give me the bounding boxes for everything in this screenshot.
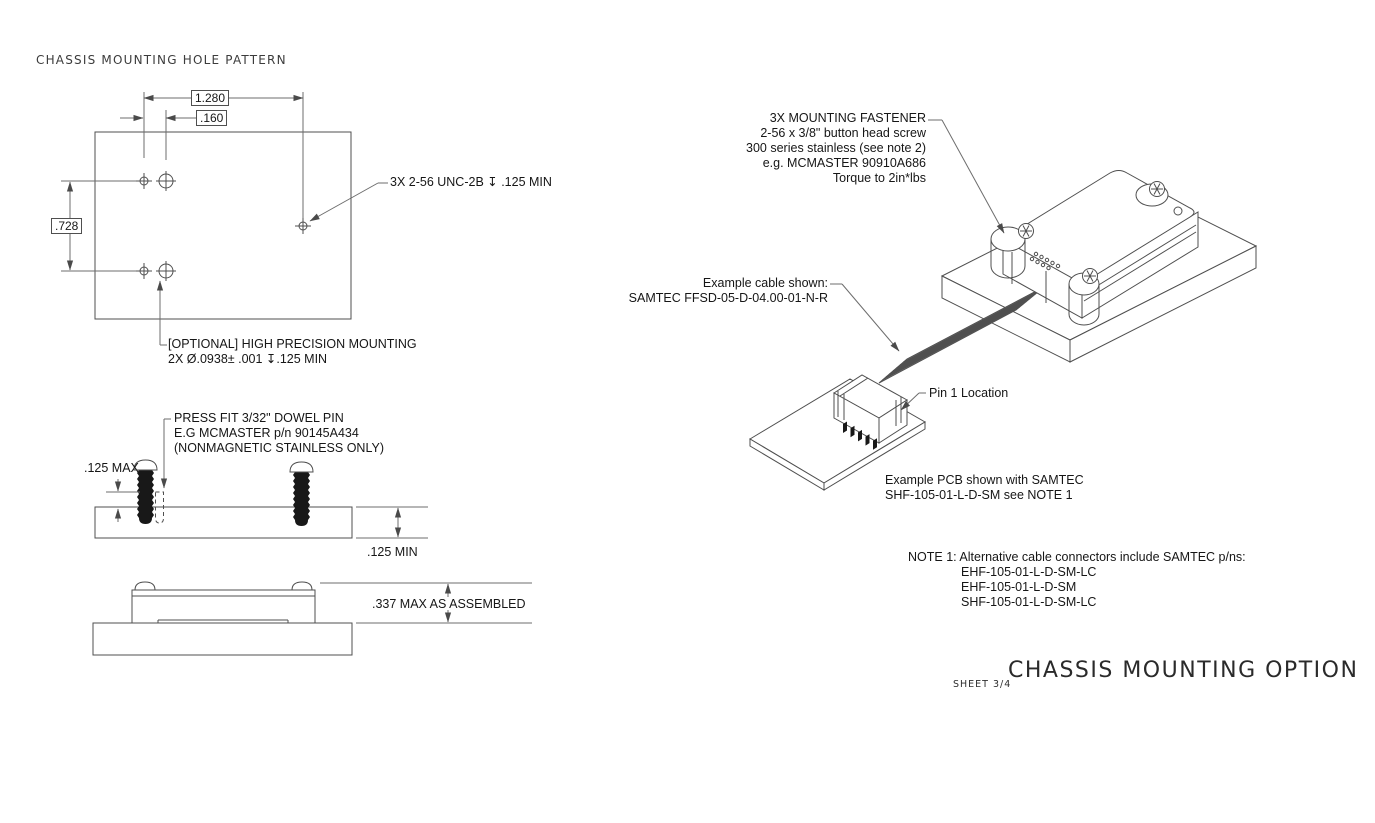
assembled-height-label: .337 MAX AS ASSEMBLED: [372, 597, 526, 611]
chassis-plate-section: [95, 507, 352, 538]
tapped-callout-leader: [310, 183, 388, 221]
cable-callout-leader: [830, 284, 899, 351]
note1-intro: NOTE 1: Alternative cable connectors include SAMTEC p/ns:: [908, 550, 1246, 564]
protrusion-dim-label: .125 MAX: [84, 461, 139, 475]
hole-pattern-view: [61, 92, 388, 345]
fastener-callout: [746, 111, 926, 186]
mounting-screw-head-front: [1083, 269, 1098, 284]
screw-dome-right: [292, 582, 312, 590]
protrusion-dimension: [106, 479, 140, 522]
assembled-view: [93, 582, 532, 655]
thickness-dim-label: .125 MIN: [367, 545, 418, 559]
screw-dome-left: [135, 582, 155, 590]
note1-part: EHF-105-01-L-D-SM-LC: [961, 565, 1097, 579]
optional-callout: [168, 337, 417, 367]
pin1-label: Pin 1 Location: [929, 386, 1009, 400]
cable-callout: [629, 276, 828, 306]
fastener-callout-line5: Torque to 2in*lbs: [832, 171, 926, 185]
pcb-note-line2: SHF-105-01-L-D-SM see NOTE 1: [885, 488, 1073, 502]
sheet-number: SHEET 3/4: [953, 679, 1012, 690]
chassis-plate-outline: [95, 132, 351, 319]
pcb-note-line1: Example PCB shown with SAMTEC: [885, 473, 1084, 487]
pcb-note: [885, 473, 1084, 503]
dowel-callout-leader: [164, 419, 171, 488]
tapped-callout: 3X 2-56 UNC-2B ↧ .125 MIN: [390, 175, 552, 189]
cable-callout-line2: SAMTEC FFSD-05-D-04.00-01-N-R: [628, 291, 828, 305]
fastener-callout-leader: [928, 120, 1004, 233]
view-title-hole-pattern: CHASSIS MOUNTING HOLE PATTERN: [36, 53, 287, 67]
fastener-callout-line4: e.g. MCMASTER 90910A686: [762, 156, 926, 170]
note1-part: EHF-105-01-L-D-SM: [961, 580, 1077, 594]
note1-part: SHF-105-01-L-D-SM-LC: [961, 595, 1097, 609]
dim-height-label: .728: [51, 218, 82, 234]
optional-callout-leader: [160, 281, 167, 345]
dim-offset-label: .160: [196, 110, 227, 126]
dowel-callout-line1: PRESS FIT 3/32" DOWEL PIN: [174, 411, 344, 425]
dim-width-label: 1.280: [191, 90, 229, 106]
mounting-screw-head-left: [1019, 224, 1034, 239]
dowel-callout: [174, 411, 384, 456]
optional-callout-line2: 2X Ø.0938± .001 ↧.125 MIN: [168, 352, 328, 366]
fastener-callout-line3: 300 series stainless (see note 2): [746, 141, 926, 155]
vent-hole: [1174, 207, 1182, 215]
mounting-screw-head-back: [1150, 182, 1165, 197]
sheet-title: CHASSIS MOUNTING OPTION: [1008, 658, 1359, 683]
note1: [908, 550, 1246, 610]
module-side: [132, 590, 315, 623]
dowel-callout-line2: E.G MCMASTER p/n 90145A434: [174, 426, 359, 440]
dowel-callout-line3: (NONMAGNETIC STAINLESS ONLY): [174, 441, 384, 455]
fastener-callout-line2: 2-56 x 3/8" button head screw: [760, 126, 926, 140]
cable-callout-line1: Example cable shown:: [702, 276, 828, 290]
mounting-holes: [136, 171, 311, 281]
optional-callout-line1: [OPTIONAL] HIGH PRECISION MOUNTING: [168, 337, 417, 351]
thickness-dimension: [356, 507, 428, 538]
fastener-callout-line1: 3X MOUNTING FASTENER: [769, 111, 926, 125]
screw-section-right: [290, 462, 313, 526]
base-plate-side: [93, 623, 352, 655]
